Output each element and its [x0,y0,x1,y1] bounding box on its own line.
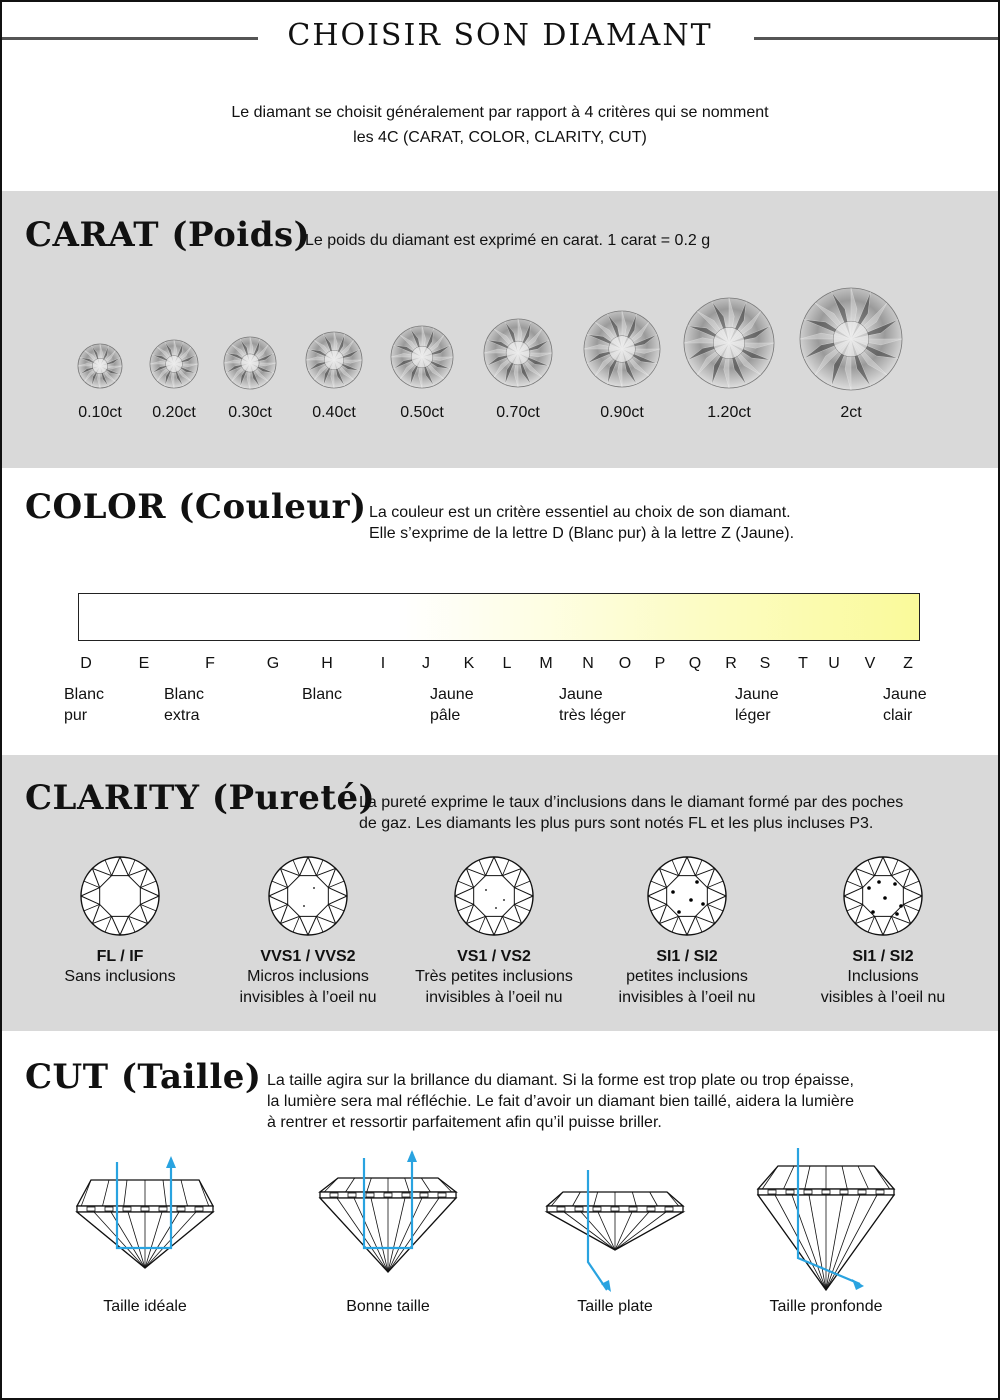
cut-label: Taille plate [577,1298,653,1315]
cut-desc-line-3: à rentrer et ressortir parfaitement afin qu’il puisse briller. [267,1114,662,1131]
carat-label: 0.40ct [312,404,356,421]
color-letter: O [618,655,632,672]
clarity-text: invisibles à l’oeil nu [239,989,377,1006]
carat-label: 2ct [840,404,862,421]
color-desc-line: très léger [559,707,626,724]
cut-label: Taille pronfonde [769,1298,883,1315]
color-desc-line: pur [64,707,88,724]
color-desc-line-1: La couleur est un critère essentiel au choix de son diamant. [369,504,791,521]
carat-label: 0.70ct [496,404,540,421]
color-desc-line: Blanc [302,686,343,703]
carat-desc: Le poids du diamant est exprimé en carat. 1 carat = 0.2 g [305,232,711,249]
clarity-desc-line-1: La pureté exprime le taux d’inclusions dans le diamant formé par des poches [359,794,904,811]
cut-label: Bonne taille [346,1298,430,1315]
color-desc-line: Jaune [735,686,779,703]
color-letter: U [828,655,840,672]
carat-label: 0.90ct [600,404,644,421]
clarity-code: VS1 / VS2 [457,948,531,965]
carat-label: 0.50ct [400,404,444,421]
color-desc-line: Jaune [430,686,474,703]
color-desc-line: extra [164,707,200,724]
color-letter: J [422,655,430,672]
page-title: CHOISIR SON DIAMANT [287,18,713,53]
color-desc-line: clair [883,707,913,724]
carat-label: 0.10ct [78,404,122,421]
color-letter: M [539,655,553,672]
intro-line-1: Le diamant se choisit généralement par rapport à 4 critères qui se nomment [231,104,769,121]
clarity-title: CLARITY (Pureté) [25,778,376,818]
color-letter: D [80,655,92,672]
clarity-text: invisibles à l’oeil nu [425,989,563,1006]
clarity-code: SI1 / SI2 [852,948,914,965]
color-letter: K [463,655,475,672]
color-letter: Q [688,655,702,672]
color-letter: R [725,655,737,672]
color-letter: Z [903,655,913,672]
color-letter: N [582,655,594,672]
color-desc-line: léger [735,707,771,724]
color-letter: F [205,655,215,672]
clarity-text: visibles à l’oeil nu [820,989,946,1006]
color-title: COLOR (Couleur) [25,487,367,527]
color-letter: G [266,655,280,672]
color-desc-line-2: Elle s’exprime de la lettre D (Blanc pur) à la lettre Z (Jaune). [369,525,795,542]
clarity-text: Micros inclusions [247,968,369,985]
cut-desc-line-2: la lumière sera mal réfléchie. Le fait d’avoir un diamant bien taillé, aidera la lumière [267,1093,854,1110]
color-desc-line: pâle [430,707,461,724]
color-letter: E [138,655,150,672]
clarity-text: Sans inclusions [64,968,176,985]
clarity-code: SI1 / SI2 [656,948,718,965]
carat-label: 1.20ct [707,404,751,421]
color-desc-line: Blanc [64,686,105,703]
color-desc-line: Blanc [164,686,205,703]
carat-title: CARAT (Poids) [25,215,311,255]
clarity-text: Inclusions [847,968,919,985]
clarity-code: FL / IF [96,948,144,965]
cut-label: Taille idéale [103,1298,187,1315]
carat-label: 0.20ct [152,404,196,421]
clarity-text: petites inclusions [626,968,748,985]
cut-title: CUT (Taille) [25,1057,262,1097]
color-desc-line: Jaune [883,686,927,703]
clarity-desc-line-2: de gaz. Les diamants les plus purs sont notés FL et les plus incluses P3. [359,815,874,832]
clarity-text: Très petites inclusions [415,968,573,985]
clarity-code: VVS1 / VVS2 [260,948,356,965]
carat-label: 0.30ct [228,404,272,421]
clarity-text: invisibles à l’oeil nu [618,989,756,1006]
cut-desc-line-1: La taille agira sur la brillance du diamant. Si la forme est trop plate ou trop épaisse, [267,1072,854,1089]
color-letter: L [502,655,512,672]
color-letter: H [321,655,333,672]
color-letter: S [759,655,771,672]
color-desc-line: Jaune [559,686,603,703]
color-letter: P [654,655,666,672]
color-letter: T [798,655,808,672]
intro-line-2: les 4C (CARAT, COLOR, CLARITY, CUT) [353,129,647,146]
color-letter: V [864,655,876,672]
color-letter: I [380,655,386,672]
